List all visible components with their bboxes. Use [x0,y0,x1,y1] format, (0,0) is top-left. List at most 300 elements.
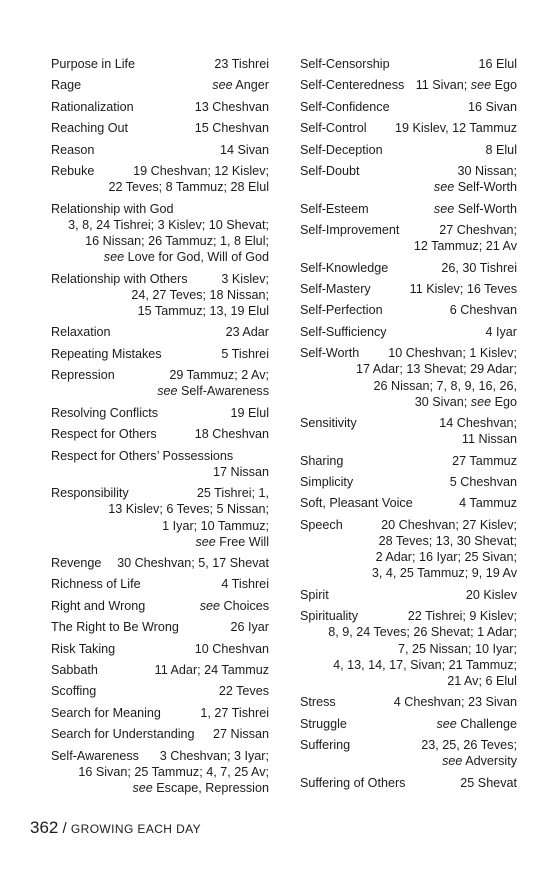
entry-reference [133,163,269,179]
entry-continuation [51,780,269,796]
entry-continuation [51,464,269,480]
entry-line [51,324,269,340]
ref-text: 27 Cheshvan; [439,222,517,237]
index-term: Suffering [300,738,351,753]
entry-reference [219,683,269,699]
ref-text: 4 Tishrei [221,577,269,592]
see-reference: see [132,781,153,796]
entry-reference [200,598,269,614]
index-term: Responsibility [51,486,129,501]
ref-text: 22 Teves [218,684,269,699]
index-entry [51,120,269,136]
index-entry [300,775,517,791]
see-reference: see [442,754,463,769]
index-term: Soft, Pleasant Voice [300,496,413,511]
index-term: Speech [300,517,343,532]
index-term: Self-Doubt [300,163,360,178]
index-term: Risk Taking [51,641,116,656]
entry-reference [169,367,269,383]
entry-reference [416,77,517,93]
index-term: Sensitivity [300,416,357,431]
index-term: Self-Control [300,121,367,136]
entry-reference [200,705,269,721]
index-term: The Right to Be Wrong [51,620,179,635]
entry-continuation [300,533,517,549]
entry-reference [485,142,517,158]
ref-text: 30 Nissan; [457,163,517,178]
index-term: Self-Perfection [300,303,383,318]
ref-text: 10 Cheshvan [194,641,269,656]
entry-continuation [300,361,517,377]
entry-line [51,448,269,464]
ref-text: 19 Elul [230,405,269,420]
entry-reference [460,775,517,791]
entry-line [300,587,517,603]
index-entry [300,737,517,769]
ref-text: 11 Adar; 24 Tammuz [154,663,269,678]
index-entry [300,415,517,447]
entry-reference [195,99,269,115]
ref-text: 23, 25, 26 Teves; [421,738,517,753]
ref-text: 6 Cheshvan [449,303,517,318]
ref-text: 12 Tammuz; 21 Av [413,239,517,254]
index-term: Self-Centeredness [300,78,405,93]
entry-reference [160,748,269,764]
entry-continuation [51,518,269,534]
entry-line [51,405,269,421]
index-entry [300,120,517,136]
ref-text: 20 Kislev [465,587,517,602]
entry-reference [381,517,517,533]
index-term: Spirit [300,587,329,602]
index-term: Revenge [51,556,102,571]
entry-continuation [300,673,517,689]
index-term: Self-Esteem [300,201,369,216]
entry-reference [221,346,269,362]
entry-reference [388,345,517,361]
index-entry [51,662,269,678]
entry-reference [395,120,517,136]
see-reference: see [470,78,492,93]
see-reference: see [436,716,457,731]
entry-line [51,683,269,699]
ref-text: 26, 30 Tishrei [441,260,517,275]
entry-reference [439,222,517,238]
index-entry [300,716,517,732]
ref-text: 1, 27 Tishrei [200,705,269,720]
ref-text: 5 Tishrei [221,346,269,361]
entry-line [300,716,517,732]
entry-line [51,201,269,217]
ref-text: 16 Sivan; 25 Tammuz; 4, 7, 25 Av; [78,764,269,779]
ref-text: 30 Cheshvan; 5, 17 Shevat [117,556,269,571]
index-term: Relationship with God [51,201,174,216]
index-entry [51,99,269,115]
entry-continuation [51,383,269,399]
entry-reference [441,260,517,276]
entry-continuation [51,233,269,249]
entry-continuation [300,641,517,657]
entry-continuation [51,764,269,780]
ref-text: Ego [491,394,517,409]
entry-line [300,120,517,136]
index-term: Repression [51,368,115,383]
entry-line [51,77,269,93]
entry-continuation [300,549,517,565]
ref-text: 17 Adar; 13 Shevat; 29 Adar; [355,362,517,377]
entry-continuation [300,565,517,581]
entry-continuation [51,501,269,517]
entry-continuation [51,303,269,319]
ref-text: 8 Elul [485,142,517,157]
index-entry [300,99,517,115]
entry-continuation [300,624,517,640]
entry-line [51,163,269,179]
see-reference: see [195,534,216,549]
ref-text: Ego [491,78,517,93]
index-term: Self-Worth [300,346,360,361]
entry-line [51,99,269,115]
ref-text: 11 Sivan; [415,78,471,93]
entry-reference [450,474,517,490]
ref-text: 19 Cheshvan; 12 Kislev; [133,163,269,178]
entry-reference [450,302,517,318]
index-entry [300,587,517,603]
ref-text: 18 Cheshvan [194,427,269,442]
see-reference: see [212,78,233,93]
index-term: Spirituality [300,609,359,624]
entry-line [51,367,269,383]
ref-text: 3, 8, 24 Tishrei; 3 Kislev; 10 Shevat; [68,217,269,232]
index-entry [300,260,517,276]
index-term: Resolving Conflicts [51,405,159,420]
entry-continuation [51,217,269,233]
entry-reference [221,576,269,592]
index-term: Rage [51,78,82,93]
index-term: Sabbath [51,663,98,678]
ref-text: 14 Sivan [219,142,269,157]
index-term: Respect for Others [51,427,157,442]
index-entry [300,517,517,582]
entry-reference [468,99,517,115]
entry-continuation [51,287,269,303]
see-reference: see [199,598,220,613]
entry-continuation [300,179,517,195]
index-entry [51,346,269,362]
index-entry [51,683,269,699]
index-entry [300,222,517,254]
entry-reference [230,619,269,635]
index-entry [51,726,269,742]
entry-line [51,598,269,614]
index-entry [300,201,517,217]
entry-line [51,485,269,501]
entry-line [51,662,269,678]
ref-text: 26 Nissan; 7, 8, 9, 16, 26, [373,378,517,393]
ref-text: 25 Shevat [460,775,517,790]
index-term: Repeating Mistakes [51,346,162,361]
entry-reference [221,271,269,287]
index-entry [51,748,269,797]
index-entry [51,619,269,635]
running-title: GROWING EACH DAY [70,822,202,836]
entry-line [51,555,269,571]
entry-continuation [51,179,269,195]
entry-reference [466,587,517,603]
ref-text: Love for God, Will of God [124,250,269,265]
entry-line [300,260,517,276]
entry-reference [408,608,517,624]
index-entry [300,281,517,297]
ref-text: 11 Nissan [461,432,517,447]
entry-continuation [300,431,517,447]
ref-text: Choices [220,598,269,613]
entry-reference [394,694,517,710]
index-entry [300,495,517,511]
ref-text: 24, 27 Teves; 18 Nissan; [131,287,269,302]
ref-text: 11 Kislev; 16 Teves [409,281,517,296]
ref-text: 27 Nissan [212,727,269,742]
ref-text: Self-Awareness [177,384,269,399]
ref-text: Self-Worth [454,201,517,216]
ref-text: Challenge [456,716,517,731]
ref-text: 22 Teves; 8 Tammuz; 28 Elul [108,180,269,195]
entry-line [300,694,517,710]
index-entry [51,485,269,550]
ref-text: 17 Nissan [212,464,269,479]
index-entry [51,142,269,158]
index-term: Struggle [300,716,347,731]
ref-text: Self-Worth [454,180,517,195]
ref-text: 3 Cheshvan; 3 Iyar; [159,748,269,763]
entry-reference [486,324,518,340]
index-entry [51,598,269,614]
ref-text: 30 Sivan; [414,394,471,409]
see-reference: see [157,384,178,399]
entry-line [51,271,269,287]
entry-reference [213,726,269,742]
ref-text: 20 Cheshvan; 27 Kislev; [381,517,517,532]
entry-line [300,737,517,753]
ref-text: 16 Nissan; 26 Tammuz; 1, 8 Elul; [85,233,269,248]
index-entry [300,474,517,490]
index-entry [300,163,517,195]
index-term: Simplicity [300,475,354,490]
ref-text: Anger [232,78,269,93]
index-term: Self-Awareness [51,748,139,763]
see-reference: see [470,394,492,409]
entry-continuation [51,534,269,550]
entry-reference [434,201,517,217]
entry-line [300,324,517,340]
entry-line [300,517,517,533]
ref-text: 5 Cheshvan [449,475,517,490]
index-term: Right and Wrong [51,598,146,613]
index-entry [51,201,269,266]
index-term: Self-Confidence [300,99,390,114]
index-term: Scoffing [51,684,97,699]
entry-line [300,56,517,72]
ref-text: Adversity [462,754,517,769]
entry-line [300,163,517,179]
index-entry [300,694,517,710]
entry-line [51,748,269,764]
ref-text: 3 Kislev; [221,271,269,286]
entry-reference [436,716,517,732]
index-term: Search for Meaning [51,705,161,720]
entry-reference [197,485,269,501]
entry-continuation [300,238,517,254]
index-term: Self-Knowledge [300,260,389,275]
entry-reference [214,56,269,72]
ref-text: 21 Av; 6 Elul [447,674,517,689]
entry-line [51,705,269,721]
index-term: Self-Sufficiency [300,324,387,339]
index-term: Relaxation [51,325,111,340]
entry-line [300,281,517,297]
index-column-right [300,56,517,796]
entry-reference [439,415,517,431]
entry-continuation [300,753,517,769]
index-entry [51,426,269,442]
entry-line [51,346,269,362]
index-term: Self-Improvement [300,222,400,237]
index-term: Relationship with Others [51,271,188,286]
index-term: Self-Deception [300,142,383,157]
ref-text: 25 Tishrei; 1, [196,486,269,501]
index-term: Rationalization [51,99,134,114]
entry-line [300,222,517,238]
index-column-left [51,56,269,801]
index-term: Self-Mastery [300,281,371,296]
index-term: Self-Censorship [300,57,390,71]
entry-line [300,608,517,624]
index-entry [51,163,269,195]
index-entry [300,324,517,340]
entry-line [300,302,517,318]
ref-text: 10 Cheshvan; 1 Kislev; [388,346,517,361]
index-entry [300,453,517,469]
entry-reference [220,142,269,158]
entry-reference [195,426,269,442]
entry-reference [459,495,517,511]
entry-reference [226,324,269,340]
entry-reference [117,555,269,571]
entry-reference [155,662,269,678]
ref-text: 4 Tammuz [459,496,517,511]
footer-separator: / [58,820,71,837]
entry-line [51,576,269,592]
index-term: Richness of Life [51,577,141,592]
index-entry [51,448,269,480]
see-reference: see [433,180,455,195]
ref-text: 14 Cheshvan; [439,416,517,431]
index-entry [300,302,517,318]
entry-line [51,56,269,72]
index-entry [51,367,269,399]
entry-line [51,641,269,657]
ref-text: Escape, Repression [152,781,269,796]
entry-continuation [51,249,269,265]
index-entry [300,345,517,410]
entry-reference [230,405,269,421]
entry-line [51,619,269,635]
entry-line [51,142,269,158]
ref-text: 16 Sivan [467,99,517,114]
index-term: Respect for Others’ Possessions [51,448,234,463]
see-reference: see [433,201,455,216]
entry-line [51,426,269,442]
ref-text: 2 Adar; 16 Iyar; 25 Sivan; [375,550,517,565]
ref-text: 19 Kislev, 12 Tammuz [394,121,517,136]
ref-text: 7, 25 Nissan; 10 Iyar; [397,641,517,656]
index-term: Search for Understanding [51,727,195,742]
index-term: Rebuke [51,163,95,178]
ref-text: 23 Adar [225,325,269,340]
ref-text: 28 Teves; 13, 30 Shevat; [378,534,517,549]
ref-text: 1 Iyar; 10 Tammuz; [162,518,269,533]
index-term: Stress [300,695,336,710]
index-term: Suffering of Others [300,775,406,790]
index-term: Purpose in Life [51,57,136,71]
see-reference: see [103,250,125,265]
ref-text: 13 Cheshvan [194,99,269,114]
index-term: Reaching Out [51,121,129,136]
entry-reference [410,281,517,297]
ref-text: 16 Elul [478,57,517,71]
entry-line [300,201,517,217]
index-entry [51,641,269,657]
index-entry [51,705,269,721]
entry-line [300,474,517,490]
ref-text: 4 Iyar [485,324,517,339]
ref-text: 26 Iyar [230,620,269,635]
entry-reference [452,453,517,469]
entry-line [300,453,517,469]
page-number: 362 [30,818,59,837]
ref-text: Free Will [215,534,269,549]
index-entry [300,142,517,158]
entry-line [300,415,517,431]
ref-text: 15 Cheshvan [194,121,269,136]
entry-line [51,120,269,136]
ref-text: 4, 13, 14, 17, Sivan; 21 Tammuz; [333,657,517,672]
index-entry [51,576,269,592]
index-entry [51,405,269,421]
entry-reference [212,77,269,93]
entry-line [300,77,517,93]
entry-line [300,142,517,158]
entry-reference [457,163,517,179]
entry-continuation [300,657,517,673]
page-footer [30,818,201,838]
index-entry [51,555,269,571]
index-term: Reason [51,142,95,157]
entry-line [51,726,269,742]
entry-reference [421,737,517,753]
ref-text: 8, 9, 24 Teves; 26 Shevat; 1 Adar; [328,625,517,640]
index-entry [300,608,517,689]
entry-reference [478,56,517,72]
entry-line [300,345,517,361]
index-entry [300,77,517,93]
ref-text: 27 Tammuz [452,453,517,468]
index-entry [51,56,269,72]
ref-text: 15 Tammuz; 13, 19 Elul [137,303,269,318]
ref-text: 22 Tishrei; 9 Kislev; [407,609,517,624]
index-entry [51,271,269,320]
ref-text: 4 Cheshvan; 23 Sivan [393,695,517,710]
